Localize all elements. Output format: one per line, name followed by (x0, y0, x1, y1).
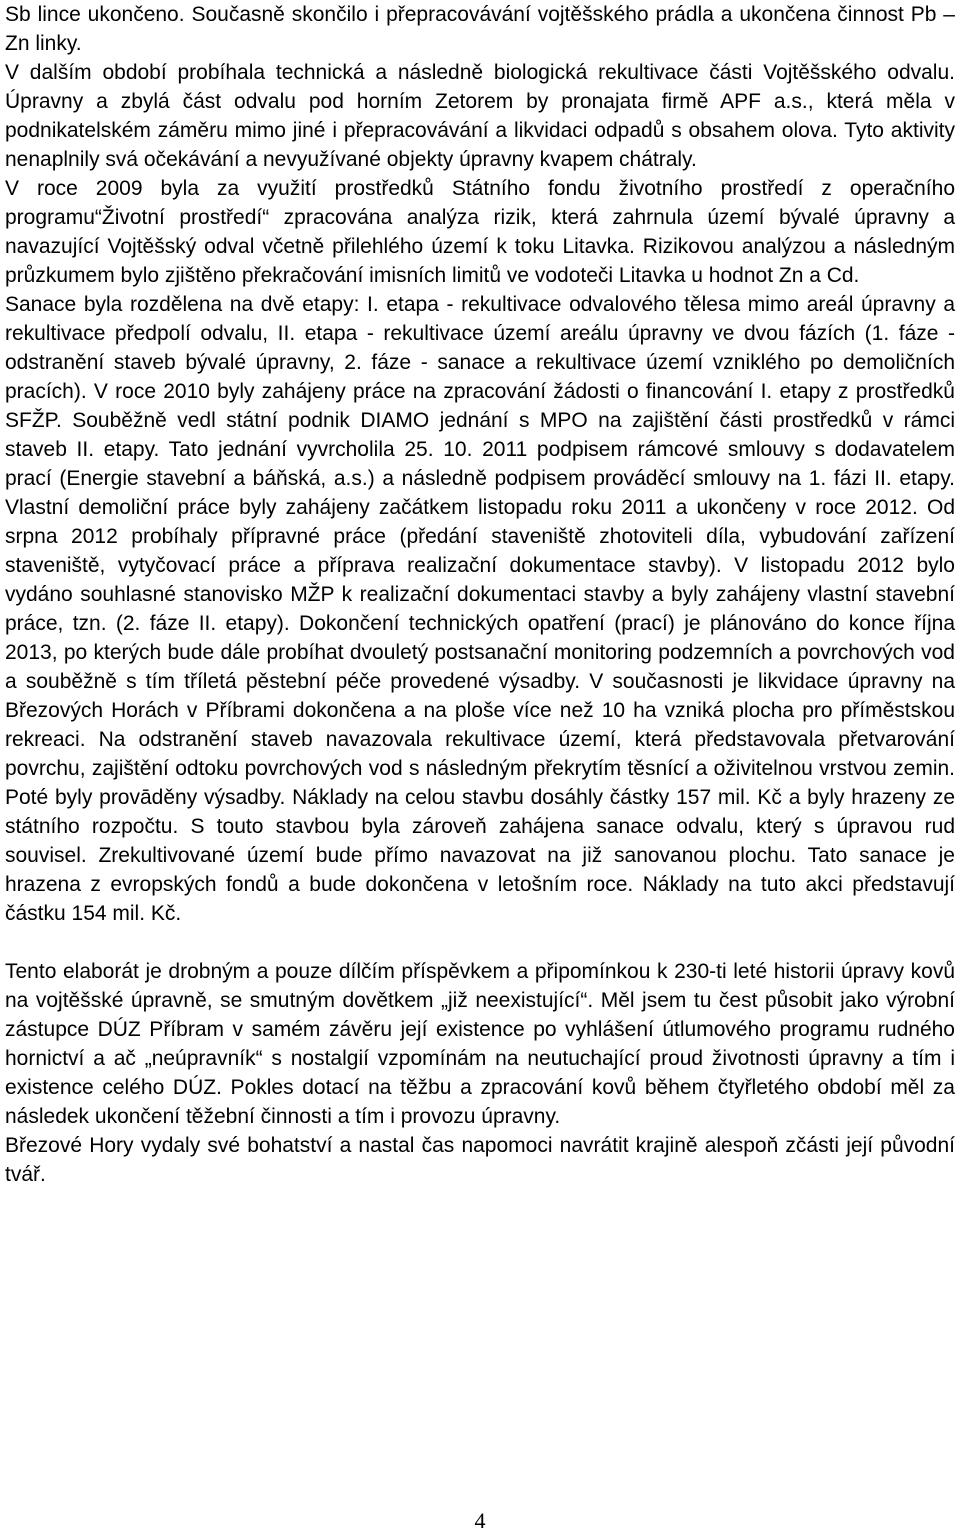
paragraph-gap (5, 928, 955, 957)
page-number: 4 (474, 1508, 486, 1533)
paragraph-lince-end: Sb lince ukončeno. Současně skončilo i přepracovávání vojtěšského prádla a ukončena činnost Pb – Zn linky. (5, 3, 955, 55)
paragraph-risk-analysis: V roce 2009 byla za využití prostředků Státního fondu životního prostředí z operačního programu“Životní prostředí“ zpracována analýza rizik, která zahrnula území bývalé úpravny a navazující Vojtěšský odval včetně přilehlého území k toku Litavka. Rizikovou analýzou a následným průzkumem bylo zjištěno překračování imisních limitů ve vodoteči Litavka u hodnot Zn a Cd. (5, 177, 955, 287)
paragraph-remediation-stages: Sanace byla rozdělena na dvě etapy: I. etapa - rekultivace odvalového tělesa mimo areál úpravny a rekultivace předpolí odvalu, II. etapa - rekultivace území areálu úpravny ve dvou fázích (1. fáze - odstranění staveb bývalé úpravny, 2. fáze - sanace a rekultivace území vzniklého po demoličních pracích). V roce 2010 byly zahájeny práce na zpracování žádosti o financování I. etapy z prostředků SFŽP. Souběžně vedl státní podnik DIAMO jednání s MPO na zajištění části prostředků v rámci staveb II. etapy. Tato jednání vyvrcholila 25. 10. 2011 podpisem rámcové smlouvy s dodavatelem prací (Energie stavební a báňská, a.s.) a následně podpisem prováděcí smlouvy na 1. fázi II. etapy. Vlastní demoliční práce byly zahájeny začátkem listopadu roku 2011 a ukončeny v roce 2012. Od srpna 2012 probíhaly přípravné práce (předání staveniště zhotoviteli díla, vybudování zařízení staveniště, vytyčovací práce a příprava realizační dokumentace stavby). V listopadu 2012 bylo vydáno souhlasné stanovisko MŽP k realizační dokumentaci stavby a byly zahájeny vlastní stavební práce, tzn. (2. fáze II. etapy). Dokončení technických opatření (prací) je plánováno do konce října 2013, po kterých bude dále probíhat dvouletý postsanační monitoring podzemních a povrchových vod a souběžně s tím tříletá pěstební péče provedené výsadby. V současnosti je likvidace úpravny na Březových Horách v Příbrami dokončena a na ploše více než 10 ha vzniká plocha pro příměstskou rekreaci. Na odstranění staveb navazovala rekultivace území, která představovala přetvarování povrchu, zajištění odtoku povrchových vod s následným překrytím těsnící a oživitelnou vrstvou zemin. Poté byly provāděny výsadby. Náklady na celou stavbu dosáhly částky 157 mil. Kč a byly hrazeny ze státního rozpočtu. S touto stavbou byla zároveň zahájena sanace odvalu, který s úpravou rud souvisel. Zrekultivované území bude přímo navazovat na již sanovanou plochu. Tato sanace je hrazena z evropských fondů a bude dokončena v letošním roce. Náklady na tuto akci představují částku 154 mil. Kč. (5, 293, 955, 925)
document-page (5, 0, 955, 1189)
paragraph-reclamation: V dalším období probíhala technická a následně biologická rekultivace části Vojtěšského odvalu. Úpravny a zbylá část odvalu pod horním Zetorem by pronajata firmě APF a.s., která měla v podnikatelském záměru mimo jiné i přepracovávání a likvidaci odpadů s obsahem olova. Tyto aktivity nenaplnily svá očekávání a nevyužívané objekty úpravny kvapem chátraly. (5, 61, 955, 171)
paragraph-closing: Březové Hory vydaly své bohatství a nastal čas napomoci navrátit krajině alespoň zčásti její původní tvář. (5, 1134, 955, 1186)
paragraph-author-note: Tento elaborát je drobným a pouze dílčím příspěvkem a připomínkou k 230-ti leté historii úpravy kovů na vojtěšské úpravně, se smutným dovětkem „již neexistující“. Měl jsem tu čest působit jako výrobní zástupce DÚZ Příbram v samém závěru její existence po vyhlášení útlumového programu rudného hornictví a ač „neúpravník“ s nostalgií vzpomínám na neutuchající proud životnosti úpravny a tím i existence celého DÚZ. Pokles dotací na těžbu a zpracování kovů během čtyřletého období měl za následek ukončení těžební činnosti a tím i provozu úpravny. (5, 960, 955, 1128)
